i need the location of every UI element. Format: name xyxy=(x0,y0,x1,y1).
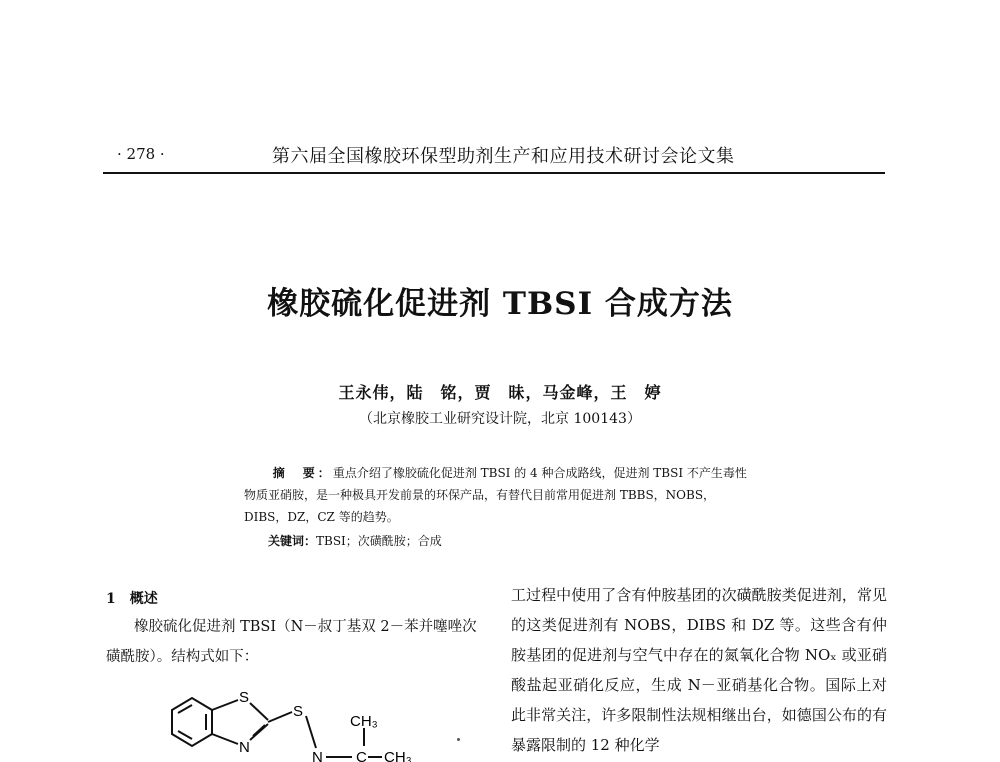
section-paragraph-text: 橡胶硫化促进剂 TBSI（N－叔丁基双 2－苯并噻唑次磺酰胺）。结构式如下： xyxy=(106,619,477,665)
atom-s-ring: S xyxy=(239,689,250,706)
abstract-text: 重点介绍了橡胶硫化促进剂 TBSI 的 4 种合成路线，促进剂 TBSI 不产生毒性物质亚硝胺，是一种极具开发前景的环保产品，有替代目前常用促进剂 TBBS，NOBS，DIBS，DZ，CZ 等的趋势。 xyxy=(244,466,747,524)
atom-n-ring: N xyxy=(239,739,250,756)
structural-formula xyxy=(160,672,440,762)
speck xyxy=(457,738,460,741)
bond-to-s xyxy=(212,700,238,710)
atom-s-link: S xyxy=(293,703,304,720)
keywords xyxy=(268,532,442,549)
group-ch3-top: CH₃ xyxy=(350,713,378,730)
running-title: 第六届全国橡胶环保型助剂生产和应用技术研讨会论文集 xyxy=(272,146,735,167)
atom-n-amine: N xyxy=(312,749,323,762)
right-column xyxy=(511,580,887,760)
group-ch3-right: CH₃ xyxy=(384,749,412,762)
paper-title: 橡胶硫化促进剂 TBSI 合成方法 xyxy=(267,286,733,322)
section-heading xyxy=(106,588,158,608)
bond-c-s xyxy=(268,712,292,722)
keywords-label: 关键词： xyxy=(268,534,317,548)
bond-s-n xyxy=(306,716,316,748)
section-title: 概述 xyxy=(129,591,158,607)
section-paragraph xyxy=(106,612,486,672)
group-c: C xyxy=(356,749,367,762)
keywords-text: TBSI；次磺酰胺；合成 xyxy=(316,534,442,548)
page-number: · 278 · xyxy=(117,145,165,163)
abstract-label: 摘 要： xyxy=(272,466,333,480)
affiliation: （北京橡胶工业研究设计院，北京 100143） xyxy=(359,411,641,427)
header-rule xyxy=(103,172,885,174)
authors: 王永伟，陆 铭，贾 昧，马金峰，王 婷 xyxy=(338,383,662,402)
section-number: 1 xyxy=(106,591,116,607)
right-column-text: 工过程中使用了含有仲胺基团的次磺酰胺类促进剂，常见的这类促进剂有 NOBS，DIBS 和 DZ 等。这些含有仲胺基团的促进剂与空气中存在的氮氧化合物 NOₓ 或亚硝酸盐起亚硝化反应，生成 N－亚硝基化合物。国际上对此非常关注，许多限制性法规相继出台，如德国公布的有暴露限制的 12 种化学 xyxy=(511,586,887,754)
bond-to-n xyxy=(212,734,238,744)
abstract xyxy=(244,462,756,528)
